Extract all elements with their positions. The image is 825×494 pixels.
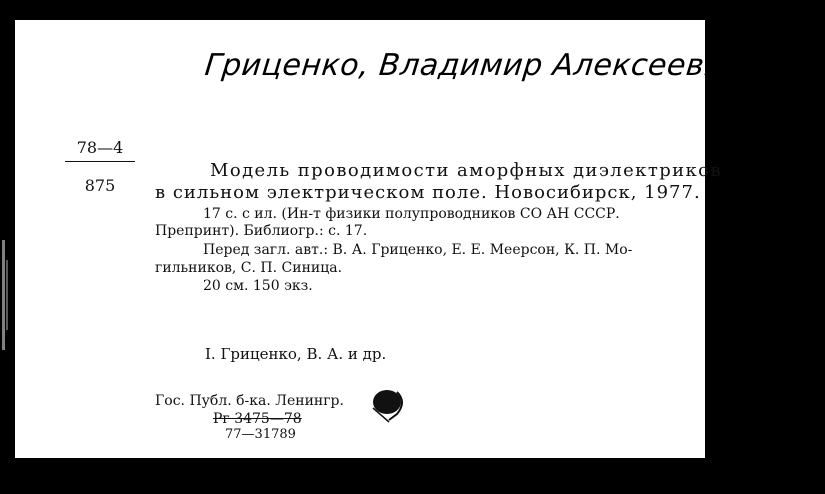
handwritten-heading: Гриценко, Владимир Алексеевич и др xyxy=(203,48,825,83)
scan-edge-marks xyxy=(0,240,12,350)
shelfmark xyxy=(55,138,145,195)
title-line-2: в сильном электрическом поле. Новосибирск, 1977. xyxy=(155,182,701,203)
catalog-card xyxy=(15,20,825,458)
library-code-2: 77—31789 xyxy=(225,427,296,442)
library-name: Гос. Публ. б-ка. Ленингр. xyxy=(155,393,344,409)
shelfmark-divider xyxy=(65,161,135,162)
description-line-1: 17 с. с ил. (Ин-т физики полупроводников СО АН СССР. xyxy=(203,206,620,222)
authors-line-1: Перед загл. авт.: В. А. Гриценко, Е. Е. Меерсон, К. П. Мо- xyxy=(203,242,633,258)
library-code-1: Рг 3475—78 xyxy=(213,411,302,427)
shelfmark-bottom: 875 xyxy=(84,176,116,195)
tracing-line: I. Гриценко, В. А. и др. xyxy=(205,345,387,363)
title-line-1: Модель проводимости аморфных диэлектриков xyxy=(210,160,722,181)
authors-line-2: гильников, С. П. Синица. xyxy=(155,260,343,276)
shelfmark-top: 78—4 xyxy=(76,138,124,157)
description-line-2: Препринт). Библиогр.: с. 17. xyxy=(155,223,368,239)
size-line: 20 см. 150 экз. xyxy=(203,278,313,294)
library-stamp-icon xyxy=(367,384,409,424)
